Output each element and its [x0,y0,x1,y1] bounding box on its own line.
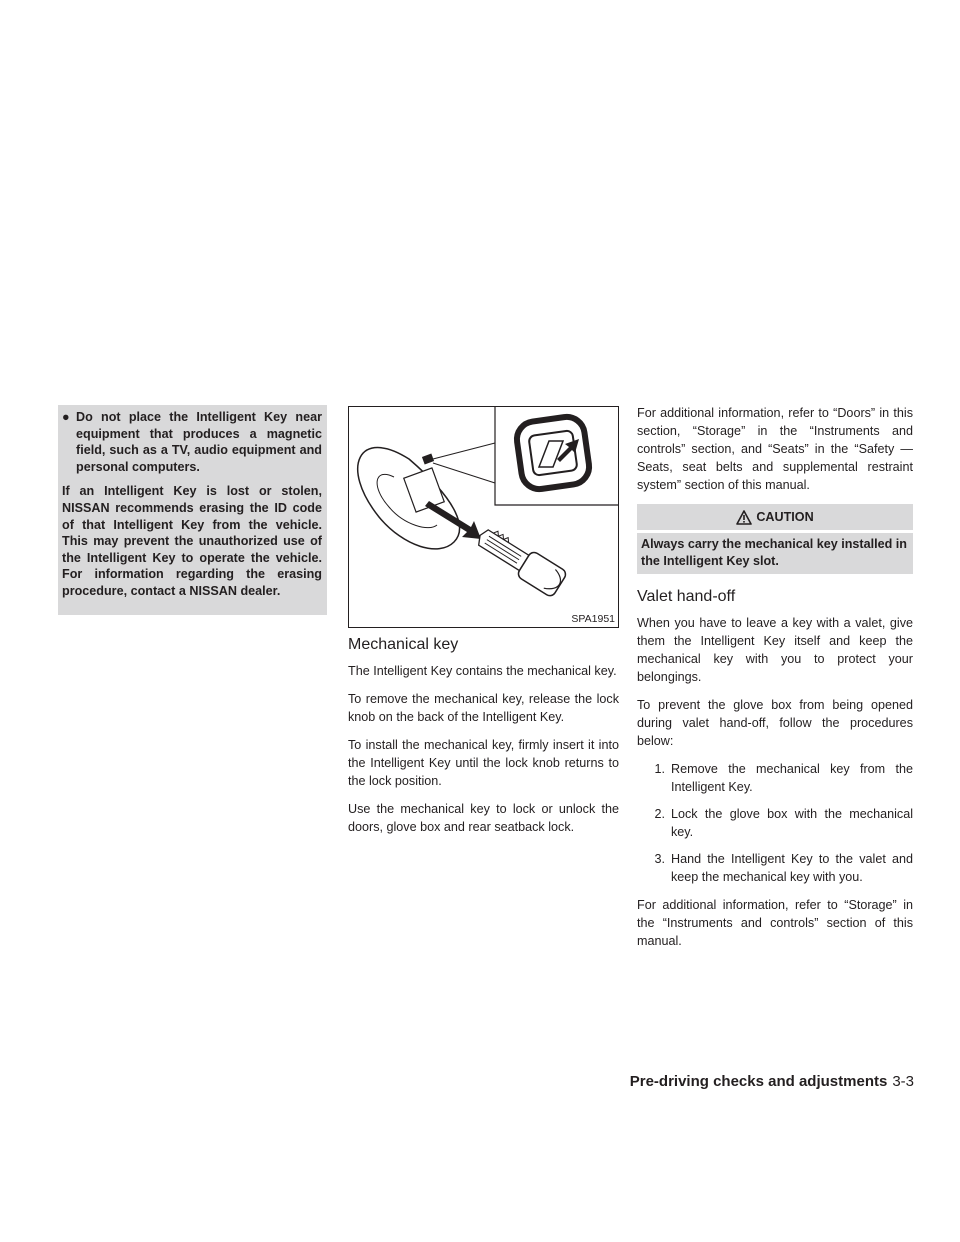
section-heading-mechanical-key: Mechanical key [348,636,459,653]
list-item [637,760,913,796]
warning-triangle-icon [736,510,752,525]
page-number: 3-3 [892,1073,914,1090]
figure-label: SPA1951 [571,613,615,625]
key-illustration [349,407,620,629]
warning-paragraph: If an Intelligent Key is lost or stolen, NISSAN recommends erasing the ID code of that Intelligent Key from the vehicle. This may prevent the unauthorized use of the Intelligent Key to operate the vehicle. For information regarding the erasing procedure, contact a NISSAN dealer. [62,484,322,598]
step-number: 3. [654,852,665,866]
section-heading-valet: Valet hand-off [637,588,736,605]
lock-knob-icon [422,454,434,465]
middle-column [348,636,619,846]
step-text: Hand the Intelligent Key to the valet and keep the mechanical key with you. [671,852,913,884]
step-text: Remove the mechanical key from the Intelligent Key. [671,762,913,794]
paragraph: For additional information, refer to “Storage” in the “Instruments and controls” section of this manual. [637,898,913,948]
caution-header [637,504,913,530]
list-item [637,850,913,886]
key-figure [348,406,619,628]
list-item [637,805,913,841]
paragraph: To prevent the glove box from being opened during valet hand-off, follow the procedures below: [637,698,913,748]
paragraph: To remove the mechanical key, release the lock knob on the back of the Intelligent Key. [348,692,619,724]
paragraph: For additional information, refer to “Doors” in this section, “Storage” in the “Instruments and controls” section, and “Seats” in the “Safety — Seats, seat belts and supplemental restraint system” section of this manual. [637,406,913,492]
step-number: 2. [654,807,665,821]
bullet-icon: ● [62,410,70,424]
mechanical-key-icon [472,523,568,598]
paragraph: Use the mechanical key to lock or unlock the doors, glove box and rear seatback lock. [348,802,619,834]
paragraph: When you have to leave a key with a valet, give them the Intelligent Key itself and keep the mechanical key with you to protect your belongings. [637,616,913,684]
right-column [637,404,913,960]
paragraph: The Intelligent Key contains the mechanical key. [348,664,617,678]
paragraph: To install the mechanical key, firmly insert it into the Intelligent Key until the lock knob returns to the lock position. [348,738,619,788]
step-number: 1. [654,762,665,776]
caution-title: CAUTION [756,510,814,524]
procedure-list [637,760,913,886]
footer-section-title: Pre-driving checks and adjustments [629,1073,888,1090]
key-fob-shape [358,448,460,549]
page-footer [630,1073,914,1090]
caution-text: Always carry the mechanical key installed in the Intelligent Key slot. [637,533,913,574]
warning-bullet-item [62,409,322,475]
warning-box [58,405,327,615]
step-text: Lock the glove box with the mechanical key. [671,807,913,839]
warning-bullet-text: Do not place the Intelligent Key near equipment that produces a magnetic field, such as a TV, audio equipment and personal computers. [76,410,322,474]
